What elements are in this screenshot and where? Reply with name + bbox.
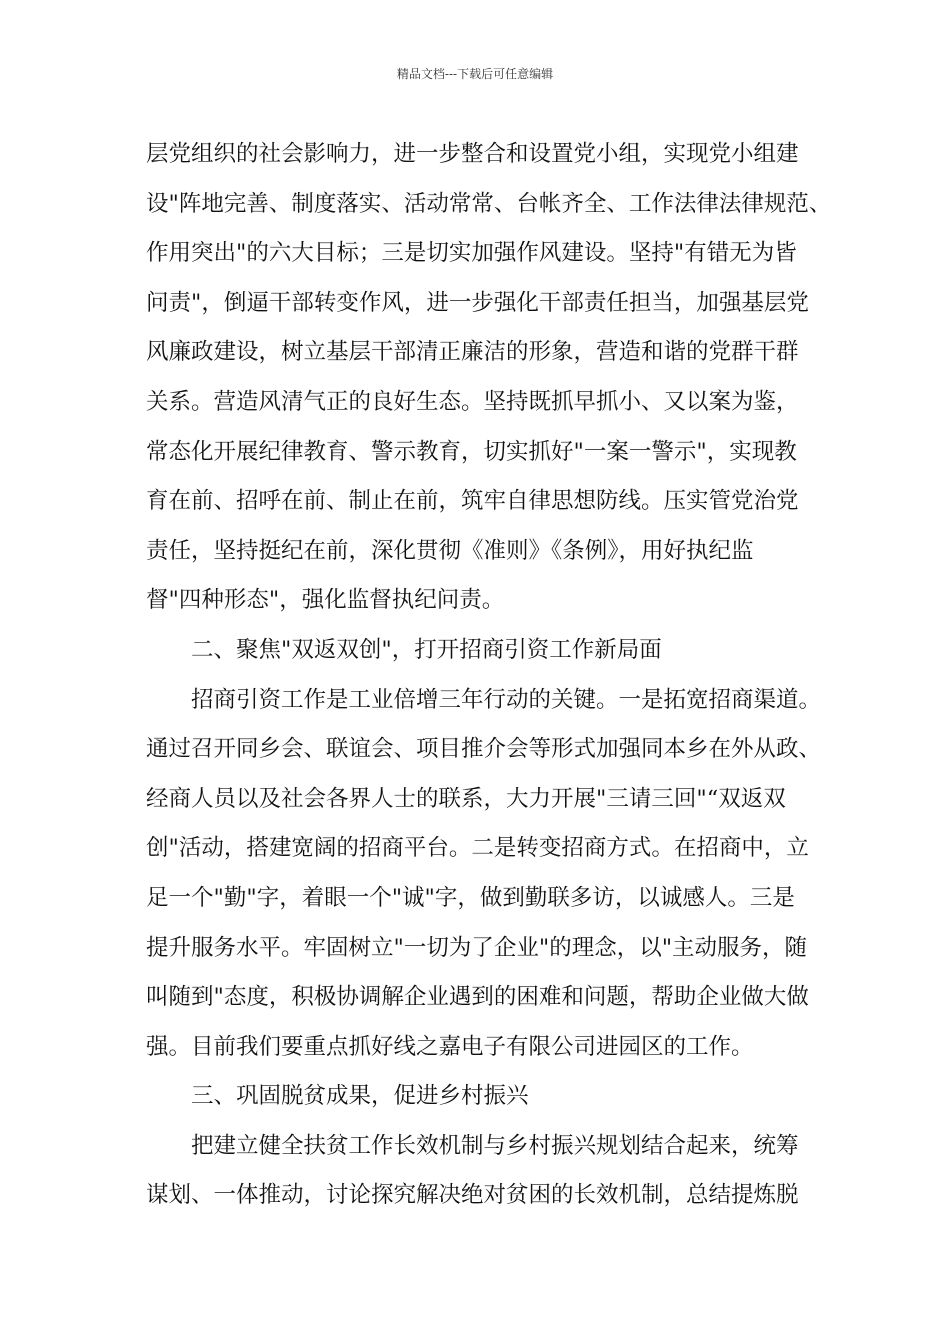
text-line: 责任，坚持挺纪在前，深化贯彻《准则》《条例》，用好执纪监 [146,537,754,564]
text-line: 强。目前我们要重点抓好线之嘉电子有限公司进园区的工作。 [146,1033,754,1060]
text-line: 提升服务水平。牢固树立"一切为了企业"的理念，以"主动服务，随 [146,934,808,961]
text-line: 督"四种形态"，强化监督执纪问责。 [146,587,505,614]
text-line: 把建立健全扶贫工作长效机制与乡村振兴规划结合起来，统筹 [191,1132,799,1159]
text-line: 作用突出"的六大目标；三是切实加强作风建设。坚持"有错无为皆 [146,240,797,267]
text-line: 二、聚焦"双返双创"，打开招商引资工作新局面 [191,636,662,663]
text-line: 设"阵地完善、制度落实、活动常常、台帐齐全、工作法律法律规范、 [146,190,832,217]
text-line: 育在前、招呼在前、制止在前，筑牢自律思想防线。压实管党治党 [146,488,799,515]
text-line: 谋划、一体推动，讨论探究解决绝对贫困的长效机制，总结提炼脱 [146,1182,799,1209]
text-line: 关系。营造风清气正的良好生态。坚持既抓早抓小、又以案为鉴， [146,388,799,415]
text-line: 三、巩固脱贫成果，促进乡村振兴 [191,1083,529,1110]
text-line: 通过召开同乡会、联谊会、项目推介会等形式加强同本乡在外从政、 [146,736,822,763]
text-line: 创"活动，搭建宽阔的招商平台。二是转变招商方式。在招商中，立 [146,835,809,862]
text-line: 层党组织的社会影响力，进一步整合和设置党小组，实现党小组建 [146,141,799,167]
document-body [146,130,832,1221]
text-line: 足一个"勤"字，着眼一个"诚"字，做到勤联多访，以诚感人。三是 [146,884,795,911]
text-line: 常态化开展纪律教育、警示教育，切实抓好"一案一警示"，实现教 [146,438,797,465]
text-line: 问责"，倒逼干部转变作风，进一步强化干部责任担当，加强基层党 [146,289,809,316]
page-header: 精品文档---下载后可任意编辑 [396,67,554,81]
text-line: 风廉政建设，树立基层干部清正廉洁的形象，营造和谐的党群干群 [146,339,799,366]
text-line: 招商引资工作是工业倍增三年行动的关键。一是拓宽招商渠道。 [191,686,822,713]
text-line: 经商人员以及社会各界人士的联系，大力开展"三请三回"“双返双 [146,785,786,812]
text-line: 叫随到"态度，积极协调解企业遇到的困难和问题，帮助企业做大做 [146,984,809,1011]
